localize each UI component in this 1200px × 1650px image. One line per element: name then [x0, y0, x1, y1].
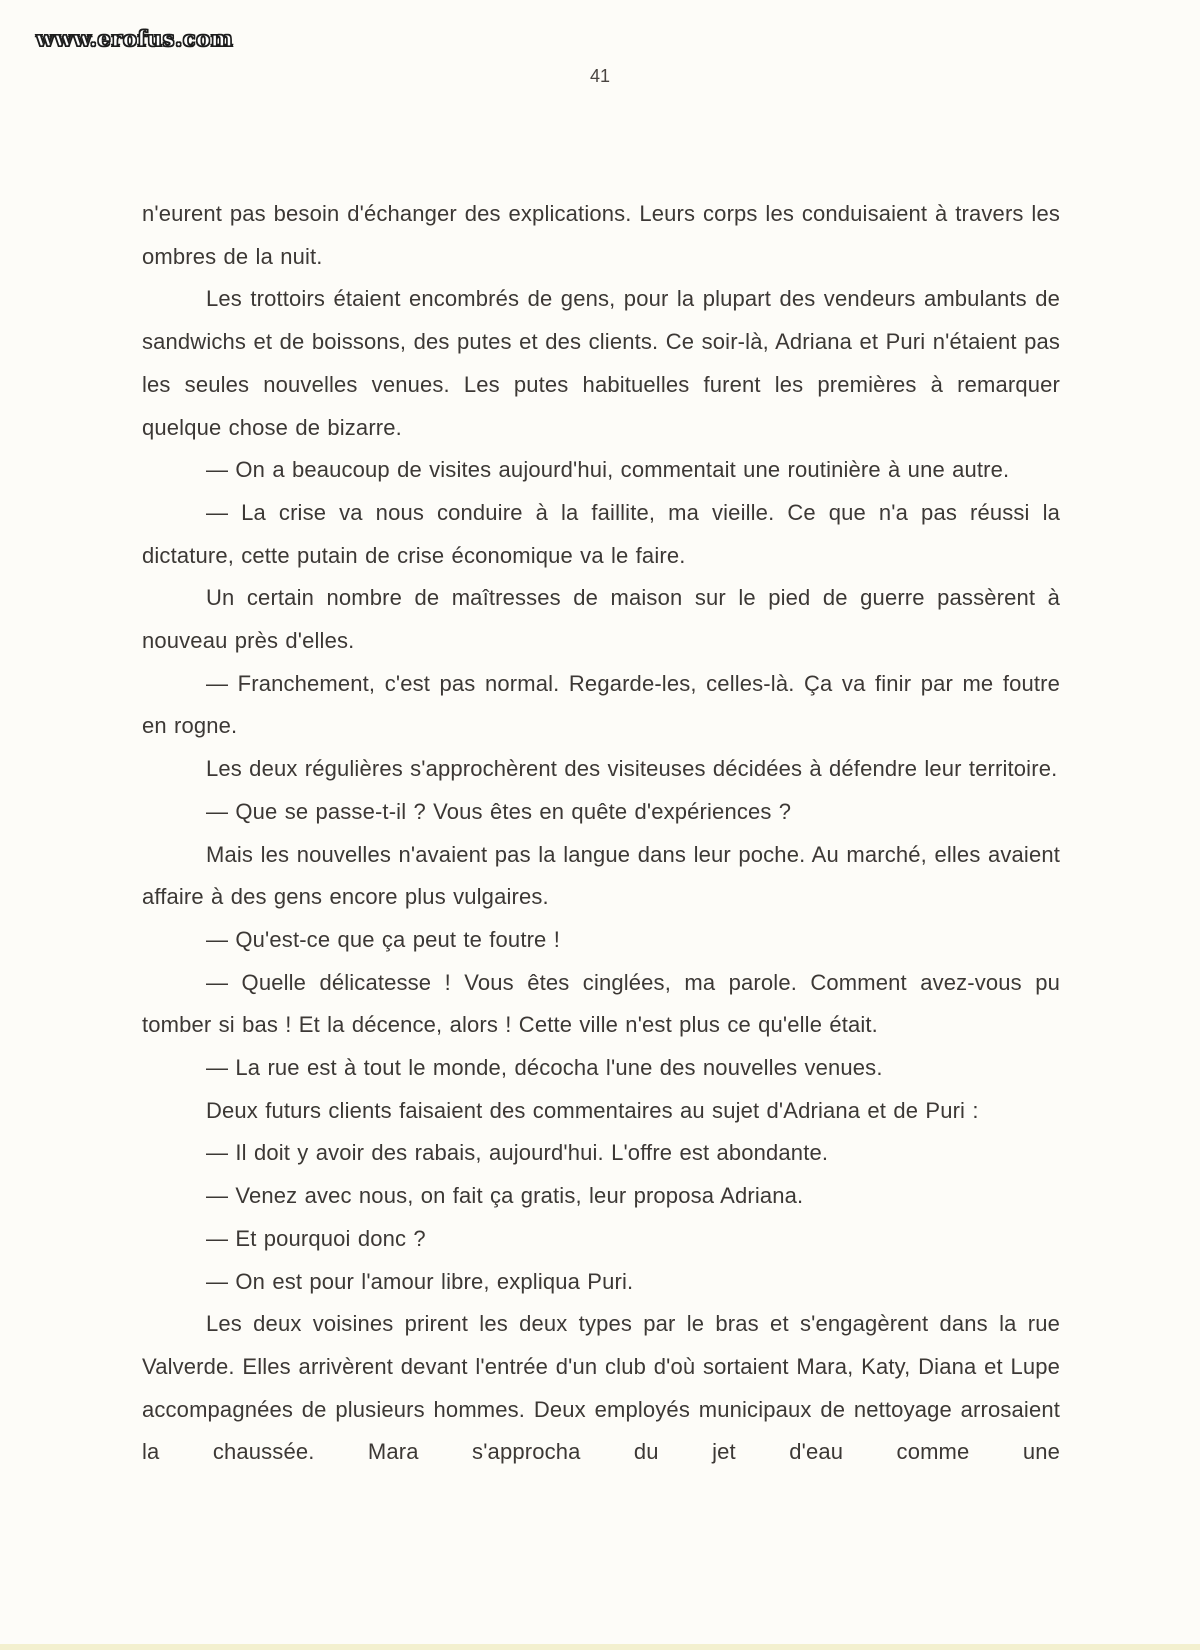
dialogue-line: — On a beaucoup de visites aujourd'hui, commentait une routinière à une autre.	[206, 457, 1010, 483]
paragraph: Les trottoirs étaient encombrés de gens, pour la plupart des vendeurs ambulants de sandwichs et de boissons, des putes et des clients. Ce soir-là, Adriana et Puri n'étaient pas les seules nouvelles venues. Les putes habituelles furent les premières à remarquer quelque chose de bizarre.	[142, 286, 1060, 440]
dialogue-line: — Franchement, c'est pas normal. Regarde-les, celles-là. Ça va finir par me foutre en rogne.	[142, 670, 1060, 739]
dialogue-line: — On est pour l'amour libre, expliqua Puri.	[206, 1268, 634, 1294]
dialogue-line: — Qu'est-ce que ça peut te foutre !	[206, 926, 560, 952]
page-edge	[0, 1644, 1200, 1650]
paragraph: Les deux régulières s'approchèrent des visiteuses décidées à défendre leur territoire.	[206, 756, 1058, 782]
dialogue-line: — La rue est à tout le monde, décocha l'une des nouvelles venues.	[206, 1055, 883, 1081]
paragraph: Mais les nouvelles n'avaient pas la langue dans leur poche. Au marché, elles avaient affaire à des gens encore plus vulgaires.	[142, 841, 1060, 910]
paragraph: Deux futurs clients faisaient des commentaires au sujet d'Adriana et de Puri :	[206, 1097, 979, 1123]
paragraph: Un certain nombre de maîtresses de maison sur le pied de guerre passèrent à nouveau près d'elles.	[142, 585, 1060, 654]
body-text	[142, 193, 1060, 1474]
dialogue-line: — Quelle délicatesse ! Vous êtes cinglées, ma parole. Comment avez-vous pu tomber si bas ! Et la décence, alors ! Cette ville n'est plus ce qu'elle était.	[142, 969, 1060, 1038]
page-number: 41	[589, 66, 611, 86]
dialogue-line: — Il doit y avoir des rabais, aujourd'hui. L'offre est abondante.	[206, 1140, 829, 1166]
dialogue-line: — La crise va nous conduire à la faillite, ma vieille. Ce que n'a pas réussi la dictature, cette putain de crise économique va le faire.	[142, 499, 1060, 568]
dialogue-line: — Que se passe-t-il ? Vous êtes en quête d'expériences ?	[206, 798, 792, 824]
watermark: www.erofus.com	[36, 26, 234, 51]
paragraph: Les deux voisines prirent les deux types par le bras et s'engagèrent dans la rue Valverde. Elles arrivèrent devant l'entrée d'un club d'où sortaient Mara, Katy, Diana et Lupe accompagnées de plusieurs hommes. Deux employés municipaux de nettoyage arrosaient la chaussée. Mara s'approcha du jet d'eau comme une	[142, 1311, 1060, 1465]
paragraph: n'eurent pas besoin d'échanger des explications. Leurs corps les conduisaient à travers les ombres de la nuit.	[142, 201, 1060, 269]
dialogue-line: — Et pourquoi donc ?	[206, 1225, 426, 1251]
dialogue-line: — Venez avec nous, on fait ça gratis, leur proposa Adriana.	[206, 1183, 804, 1209]
